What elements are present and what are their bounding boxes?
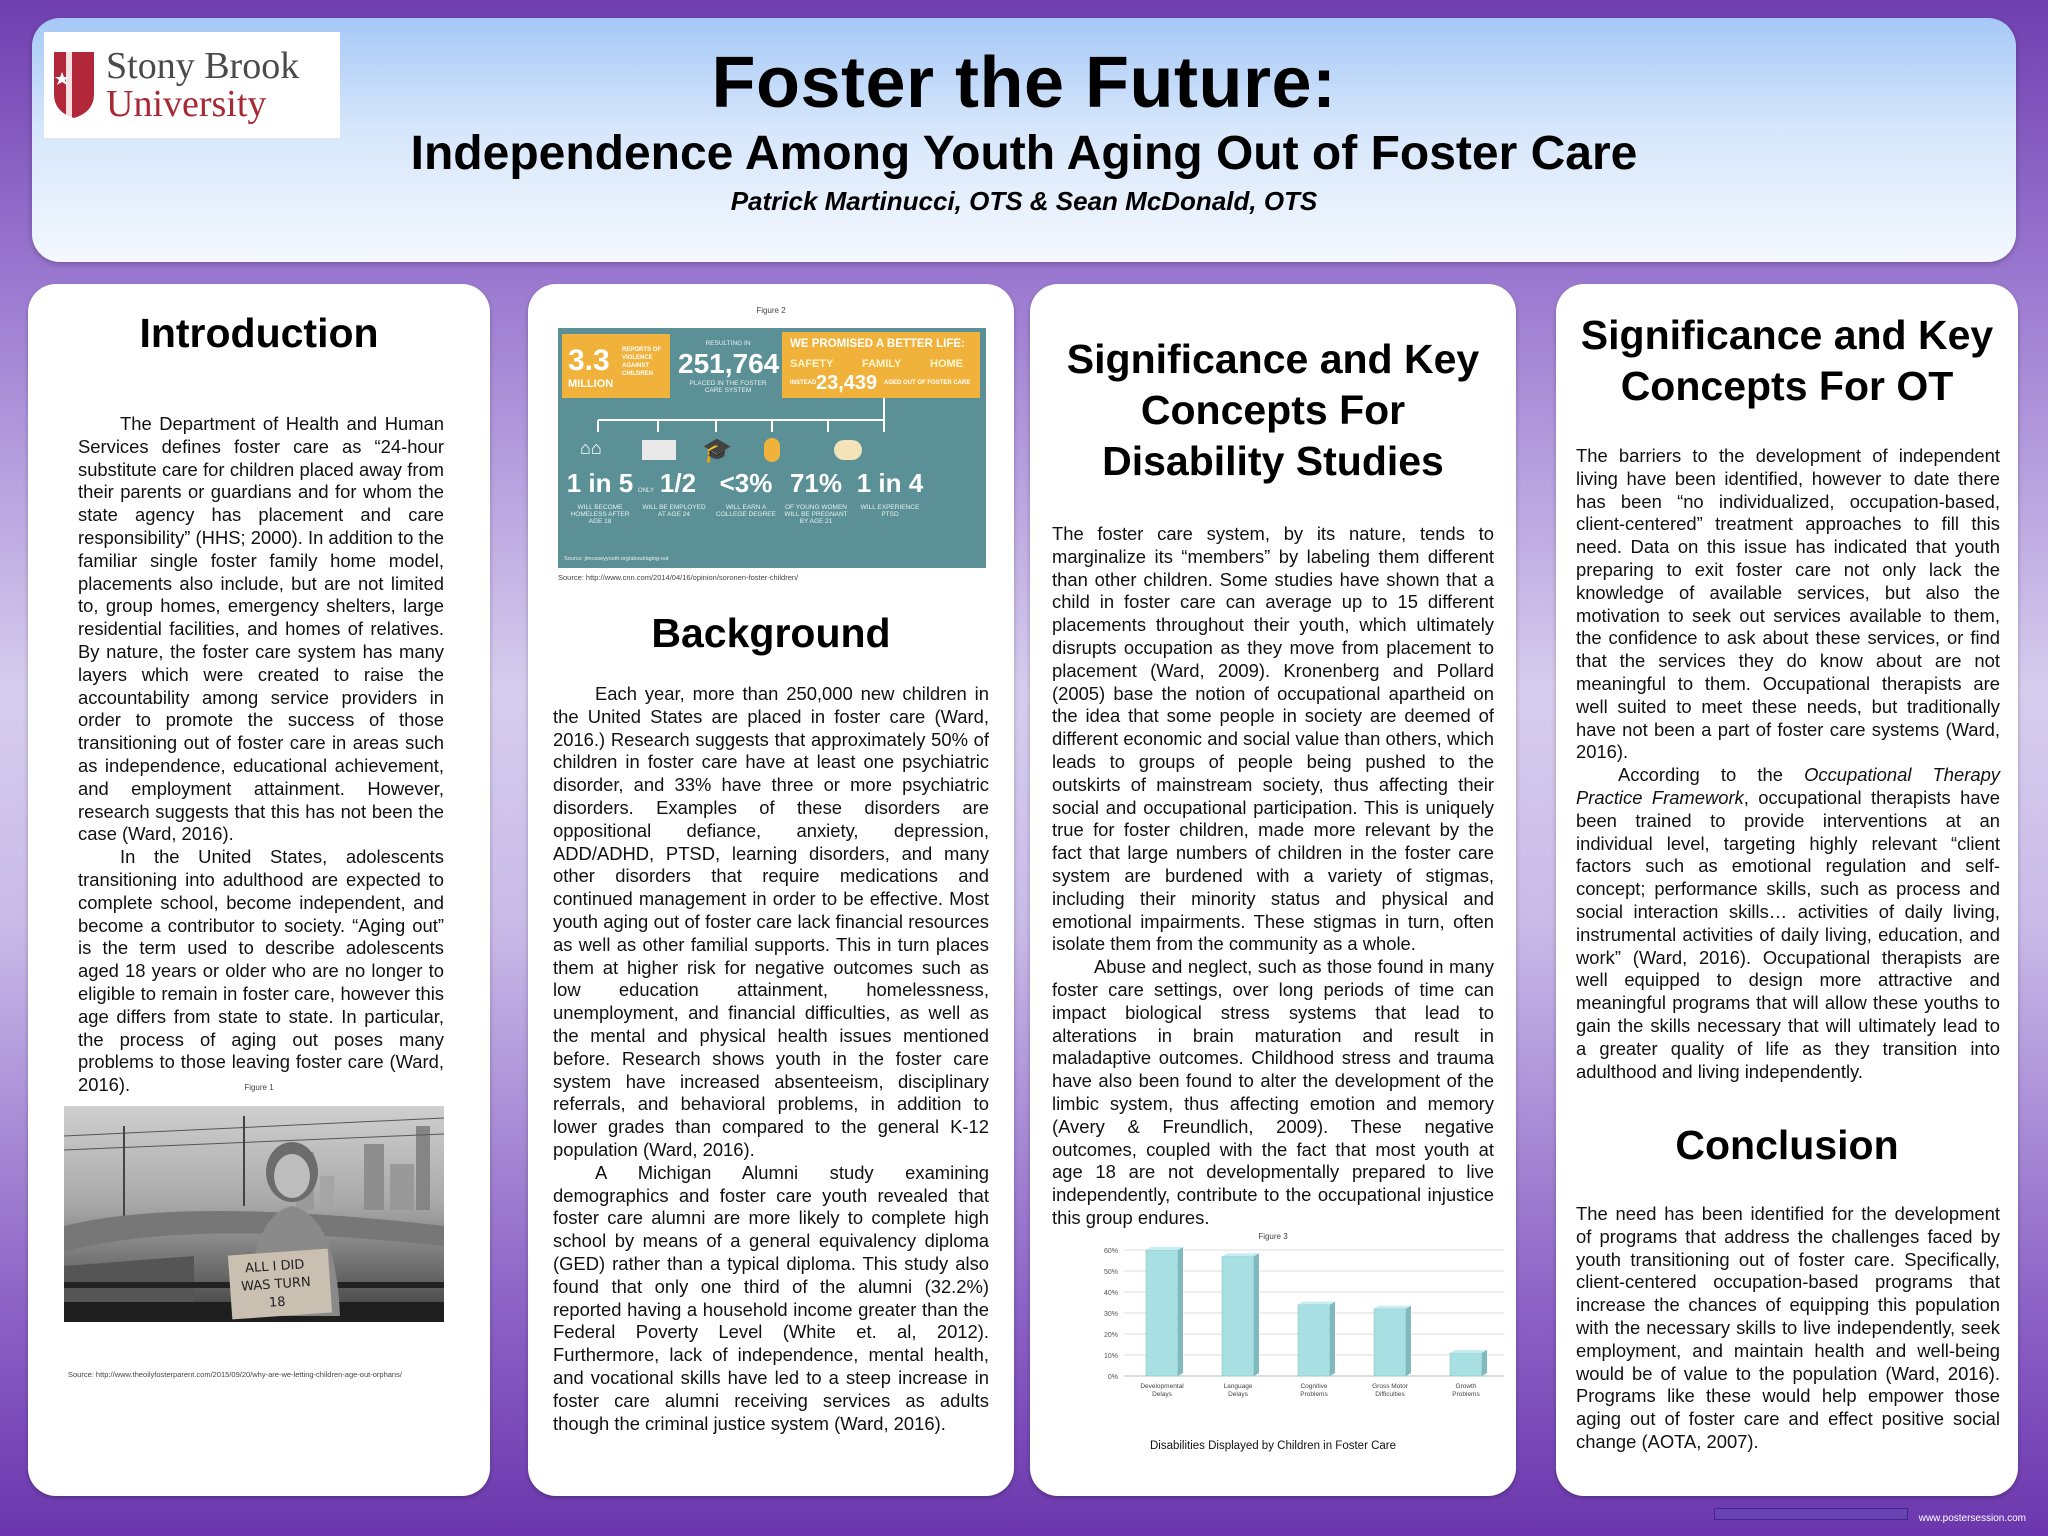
chart-bar-side bbox=[1254, 1253, 1259, 1376]
chart-bar-side bbox=[1330, 1302, 1335, 1376]
ot-text bbox=[1576, 445, 2000, 1083]
disability-studies-heading: Significance and Key Concepts For Disability Studies bbox=[1066, 336, 1480, 484]
conclusion-paragraph: The need has been identified for the development of programs that address the challenges faced by youth transitioning out of foster care. Specifically, client-centered occupation-based programs that increase the chances of equipping this population with the necessary skills to live independently, seek employment, and maintain health and well-being would be of value to the population (Ward, 2016). Programs like these would help empower those aging out of foster care and effect positive social change (AOTA, 2007). bbox=[1576, 1203, 2000, 1452]
infographic-stat-text: WILL EXPERIENCE PTSD bbox=[860, 504, 920, 518]
photo-scene bbox=[64, 1106, 444, 1322]
background-paragraph: A Michigan Alumni study examining demographics and foster care youth revealed that foster care alumni are more likely to complete high school by means of a general equivalency diploma (GED) rather than a typical diploma. This study also found that only one third of the alumni (32.2%) reported having a household income greater than the Federal Poverty Level (White et. al, 2012). Furthermore, lack of independence, mental health, and vocational skills have led to a steep increase in foster care alumni receiving services as adults though the criminal justice system (Ward, 2016). bbox=[553, 1161, 989, 1434]
svg-text:18: 18 bbox=[268, 1294, 287, 1311]
conclusion-heading: Conclusion bbox=[1675, 1122, 1899, 1168]
figure-2-source: Source: http://www.cnn.com/2014/04/16/opinion/soronen-foster-children/ bbox=[558, 573, 799, 582]
chart-bar-front bbox=[1298, 1305, 1330, 1376]
chart-y-tick-label: 20% bbox=[1103, 1332, 1118, 1339]
figure-2-label: Figure 2 bbox=[756, 306, 786, 315]
background-panel bbox=[528, 284, 1014, 1496]
chart-bar-front bbox=[1450, 1353, 1482, 1376]
figure-3-chart bbox=[1084, 1238, 1514, 1416]
ot-paragraph-part: According to the bbox=[1618, 764, 1805, 786]
chart-bar bbox=[1222, 1253, 1259, 1376]
chart-y-tick-label: 60% bbox=[1103, 1248, 1118, 1255]
chart-bar-side bbox=[1482, 1350, 1487, 1376]
infographic-promise-label: WE PROMISED A BETTER LIFE: bbox=[790, 338, 965, 350]
infographic-stat-value: 1 in 5 bbox=[566, 468, 634, 498]
chart-bars bbox=[1146, 1247, 1487, 1376]
figure-1-photo bbox=[64, 1106, 444, 1322]
poster-authors: Patrick Martinucci, OTS & Sean McDonald, OTS bbox=[730, 186, 1318, 216]
chart-bar-front bbox=[1222, 1256, 1254, 1376]
chart-bar-top bbox=[1298, 1302, 1335, 1305]
ot-panel bbox=[1556, 284, 2018, 1496]
chart-x-tick-label: Gross Motor Difficulties bbox=[1372, 1383, 1408, 1398]
disability-paragraph: The foster care system, by its nature, tends to marginalize its “members” by labeling them different than other children. Some studies have shown that a child in foster care can average up to 15 different placements throughout their youth, which ultimately disrupts occupation as they move from placement to placement (Ward, 2009). Kronenberg and Pollard (2005) base the notion of occupational apartheid on the idea that some people in society are deemed of different economic and social value than others, which leads to groups of people being pushed to the outskirts of mainstream society, thus affecting their social and occupational participation. This is uniquely true for foster children, made more relevant by the fact that large numbers of children in the foster care system are burdened with a variety of stigmas, including their minority status and physical and emotional impairments. These stigmas in turn, often isolate them from the community as a whole. bbox=[1052, 523, 1494, 955]
background-paragraph: Each year, more than 250,000 new children in the United States are placed in foster care (Ward, 2016.) Research suggests that approximately 50% of children in foster care have at least one psychiatric disorder, and 33% have three or more psychiatric disorders. Examples of these disorders are oppositional defiance, anxiety, depression, ADD/ADHD, PTSD, learning disorders, and many other disorders that require medications and continued management in order to be effective. Most youth aging out of foster care lack financial resources as well as other familial supports. This in turn places them at higher risk for negative outcomes such as low education attainment, homelessness, unemployment, and financial difficulties, as well as the mental and physical health issues mentioned before. Research shows youth in the foster care system have increased absenteeism, disciplinary referrals, and behavioral problems, in addition to lower grades than compared to the general K-12 population (Ward, 2016). bbox=[553, 683, 989, 1160]
svg-text:WAS TURN: WAS TURN bbox=[240, 1274, 312, 1295]
infographic-stat-value: 71% bbox=[789, 468, 843, 498]
infographic-placed-value: 251,764 bbox=[678, 348, 780, 379]
infographic-promise-item: SAFETY bbox=[790, 358, 834, 370]
chart-y-tick-label: 0% bbox=[1107, 1374, 1118, 1381]
logo-text-line2: University bbox=[106, 83, 267, 125]
footer-bar bbox=[1714, 1508, 1908, 1520]
chart-bar-front bbox=[1374, 1309, 1406, 1376]
figure-1-label: Figure 1 bbox=[244, 1083, 274, 1092]
introduction-paragraph: The Department of Health and Human Services defines foster care as “24-hour substitute care for children placed away from their parents or guardians and for whom the state agency has placement and care responsibility” (HHS; 2000). In addition to the familiar single foster family home model, placements also include, but are not limited to, group homes, emergency shelters, large residential facilities, and homes of relatives. By nature, the foster care system has many layers which were created to raise the accountability among service providers in order to promote the success of those transitioning out of foster care in areas such as independence, educational achievement, and employment attainment. However, research suggests that this has not been the case (Ward, 2016). bbox=[78, 413, 444, 845]
infographic-stat-text: WILL BE EMPLOYED AT AGE 24 bbox=[642, 504, 706, 518]
chart-bar-top bbox=[1146, 1247, 1183, 1250]
chart-bar-side bbox=[1178, 1247, 1183, 1376]
infographic-promise-prefix: INSTEAD bbox=[790, 380, 817, 386]
infographic-stat-value: <3% bbox=[719, 468, 773, 498]
poster-title: Foster the Future: bbox=[711, 43, 1337, 123]
chart-bar-top bbox=[1222, 1253, 1259, 1256]
chart-x-tick-label: Developmental Delays bbox=[1140, 1383, 1184, 1398]
infographic-reports-value: 3.3 bbox=[568, 344, 610, 377]
chart-bar bbox=[1146, 1247, 1183, 1376]
chart-bar bbox=[1298, 1302, 1335, 1376]
chart-x-ticks bbox=[1140, 1383, 1480, 1398]
chart-y-tick-label: 50% bbox=[1103, 1269, 1118, 1276]
chart-x-tick-label: Cognitive Problems bbox=[1300, 1383, 1328, 1398]
infographic-aged-out-value: 23,439 bbox=[816, 372, 878, 394]
chart-bar bbox=[1450, 1350, 1487, 1376]
background-heading: Background bbox=[651, 610, 891, 656]
introduction-paragraph: In the United States, adolescents transitioning into adulthood are expected to complete school, become independent, and become a contributor to society. “Aging out” is the term used to describe adolescents aged 18 years or older who are no longer to eligible to remain in foster care, however this age differs from state to state. In particular, the process of aging out poses many problems to those leaving foster care (Ward, 2016). bbox=[78, 846, 444, 1096]
chart-bar-side bbox=[1406, 1306, 1411, 1376]
chart-y-tick-label: 40% bbox=[1103, 1290, 1118, 1297]
introduction-panel bbox=[28, 284, 490, 1496]
chart-bar bbox=[1374, 1306, 1411, 1376]
ot-paragraph: The barriers to the development of independent living have been identified, however to date there has been “no individualized, occupation-based, client-centered” treatment approaches to fill this need. Data on this issue has indicated that youth preparing to exit foster care not only lack the knowledge of available services, but also the motivation to seek out services available to them, the confidence to ask about these services, or find that the services they do know about are not meaningful to them. Occupational therapists are well suited to meet these needs, but traditionally have not been a part of foster care systems (Ward, 2016). bbox=[1576, 445, 2000, 763]
ot-framework-title: Occupational Therapy Practice Framework bbox=[1576, 764, 2000, 808]
chart-title: Disabilities Displayed by Children in Foster Care bbox=[1149, 1440, 1397, 1452]
protest-sign-text: ALL I DID bbox=[244, 1257, 305, 1277]
infographic-stat-text: WILL BECOME HOMELESS AFTER AGE 18 bbox=[570, 504, 630, 525]
chart-bar-top bbox=[1450, 1350, 1487, 1353]
infographic-stat-prefix: ONLY bbox=[638, 488, 654, 494]
disability-studies-panel bbox=[1030, 284, 1516, 1496]
conclusion-text bbox=[1576, 1203, 2000, 1454]
infographic-resulting-label: RESULTING IN bbox=[705, 340, 751, 347]
ot-heading: Significance and Key Concepts For OT bbox=[1580, 312, 1994, 409]
footer-site: www.postersession.com bbox=[1918, 1513, 2026, 1524]
chart-bar-top bbox=[1374, 1306, 1411, 1309]
infographic-reports-unit: MILLION bbox=[568, 378, 614, 390]
infographic-source: Source: jimcaseyyouth.org/about/aging-out bbox=[564, 556, 669, 562]
poster-header bbox=[32, 18, 2016, 262]
graduation-cap-icon: 🎓 bbox=[702, 437, 732, 464]
chart-bar-front bbox=[1146, 1250, 1178, 1376]
pregnancy-icon bbox=[764, 438, 780, 462]
infographic-promise-suffix: AGED OUT OF FOSTER CARE bbox=[884, 380, 971, 386]
disability-studies-text bbox=[1052, 523, 1494, 1230]
infographic-stat-text: OF YOUNG WOMEN WILL BE PREGNANT BY AGE 21 bbox=[784, 504, 848, 525]
logo-text-line1: Stony Brook bbox=[106, 45, 300, 87]
infographic-placed-text: PLACED IN THE FOSTER CARE SYSTEM bbox=[689, 380, 767, 394]
ot-paragraph-part: , occupational therapists have been trained to provide interventions at an individual level, targeting highly relevant “client factors such as emotional regulation and self-concept; performance skills, such as process and social interaction skills… activities of daily living, instrumental activities of daily living, education, and work” (Ward, 2016). Occupational therapists are well equipped to design more attractive and meaningful programs that will allow these youths to gain the skills necessary that will ultimately lead to a greater quality of life as they transition into adulthood and living independently. bbox=[1576, 786, 2000, 1082]
newspaper-icon bbox=[642, 440, 676, 460]
infographic-stat-value: 1/2 bbox=[659, 468, 697, 498]
chart-y-tick-label: 10% bbox=[1103, 1353, 1118, 1360]
poster-subtitle: Independence Among Youth Aging Out of Foster Care bbox=[410, 127, 1638, 180]
house-icon: ⌂⌂ bbox=[580, 438, 602, 458]
chart-x-tick-label: Language Delays bbox=[1223, 1383, 1253, 1398]
brain-icon bbox=[834, 440, 862, 460]
ot-paragraph bbox=[1576, 764, 2000, 1083]
infographic-reports-text: REPORTS OF VIOLENCE AGAINST CHILDREN bbox=[622, 347, 662, 377]
infographic-promise-item: FAMILY bbox=[862, 358, 902, 370]
figure-2-infographic bbox=[558, 328, 986, 568]
background-text bbox=[553, 683, 989, 1435]
chart-y-ticks bbox=[1104, 1248, 1118, 1381]
infographic-stat-value: 1 in 4 bbox=[856, 468, 924, 498]
infographic-promise-item: HOME bbox=[930, 358, 963, 370]
infographic-stat-text: WILL EARN A COLLEGE DEGREE bbox=[716, 504, 776, 518]
figure-3-label: Figure 3 bbox=[1258, 1232, 1288, 1241]
introduction-text bbox=[78, 413, 444, 1097]
figure-1-source: Source: http://www.theoilyfosterparent.com/2015/09/20/why-are-we-letting-children-age-out-orphans/ bbox=[68, 1370, 402, 1379]
introduction-heading: Introduction bbox=[139, 310, 379, 356]
chart-y-tick-label: 30% bbox=[1103, 1311, 1118, 1318]
chart-x-tick-label: Growth Problems bbox=[1452, 1383, 1480, 1398]
disability-paragraph: Abuse and neglect, such as those found in many foster care settings, over long periods of time can impact biological stress systems that lead to alterations in brain maturation and result in maladaptive outcomes. Childhood stress and trauma have also been found to alter the development of the limbic system, thus affecting emotion and memory (Avery & Freundlich, 2009). These negative outcomes, coupled with the fact that most youth at age 18 are not developmentally prepared to live independently, contribute to the occupational injustice this group endures. bbox=[1052, 956, 1494, 1228]
